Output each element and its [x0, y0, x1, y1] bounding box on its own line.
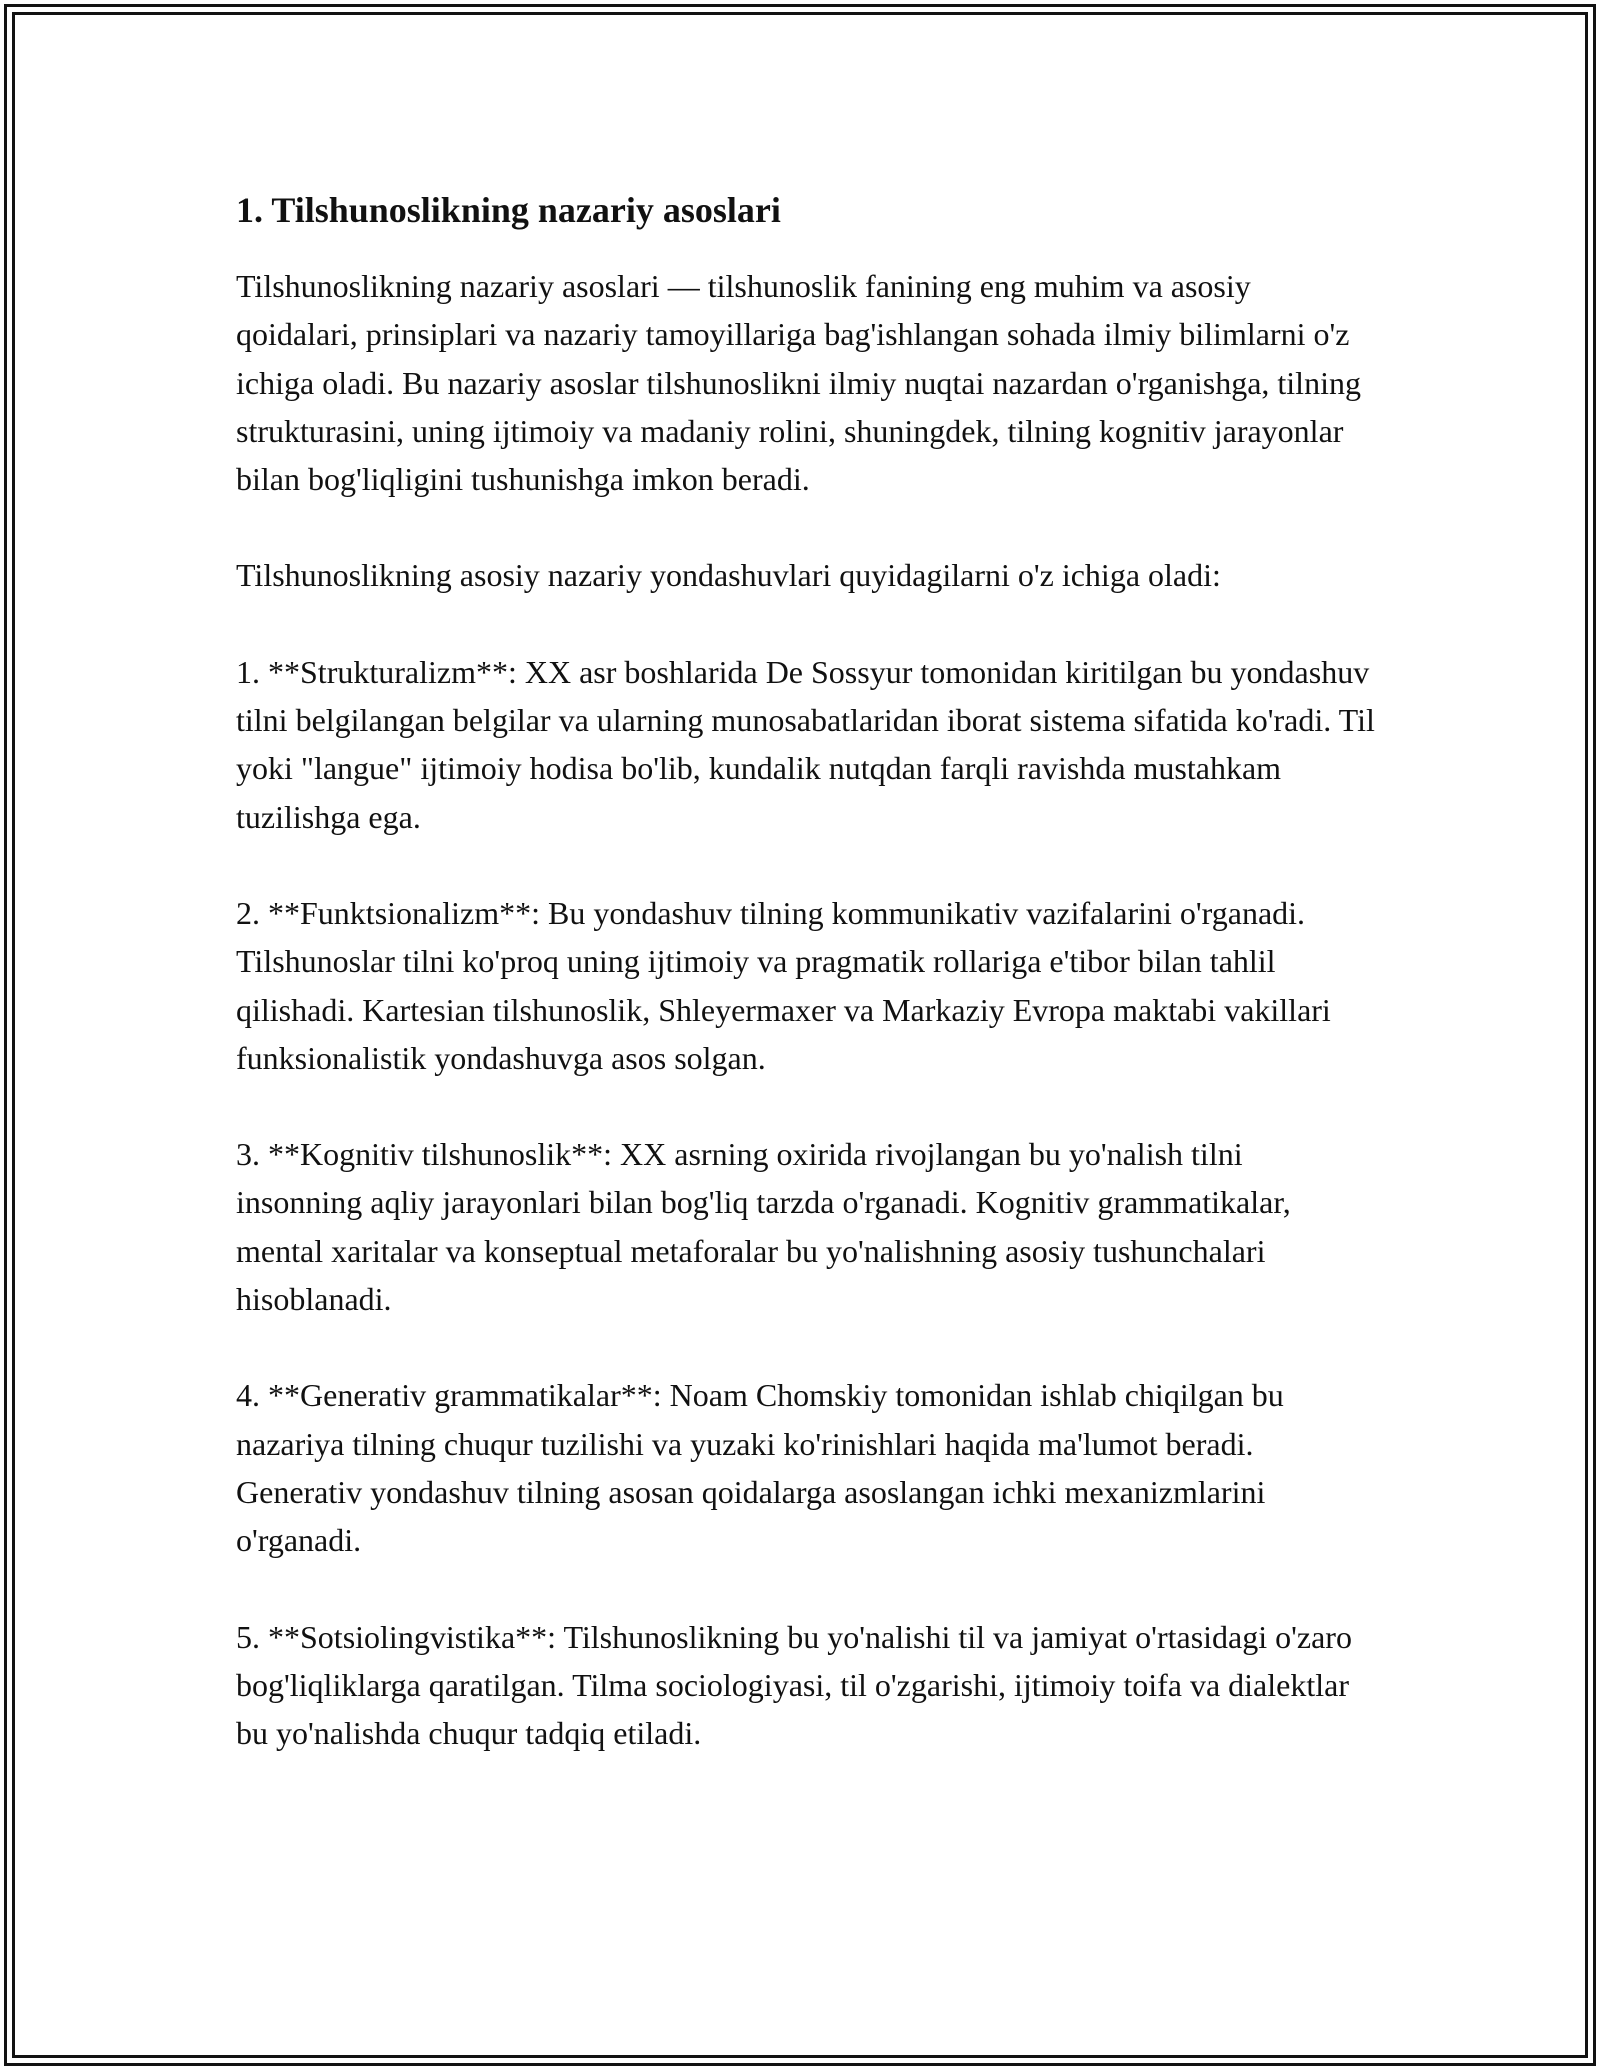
list-item-kognitiv-tilshunoslik: 3. **Kognitiv tilshunoslik**: XX asrning oxirida rivojlangan bu yo'nalish tilni insonning aqliy jarayonlari bilan bog'liq tarzda o'rganadi. Kognitiv grammatikalar, mental xaritalar va konseptual metaforalar bu yo'nalishning asosiy tushunchalari hisoblanadi. — [236, 1136, 1291, 1318]
list-item-strukturalizm: 1. **Strukturalizm**: XX asr boshlarida De Sossyur tomonidan kiritilgan bu yondashuv tilni belgilangan belgilar va ularning munosabatlaridan iborat sistema sifatida ko'radi. Til yoki "langue" ijtimoiy hodisa bo'lib, kundalik nutqdan farqli ravishda mustahkam tuzilishga ega. — [236, 653, 1375, 835]
section-heading: 1. Tilshunoslikning nazariy asoslari — [236, 190, 781, 230]
list-item-sotsiolingvistika: 5. **Sotsiolingvistika**: Tilshunoslikning bu yo'nalishi til va jamiyat o'rtasidagi o'zaro bog'liqliklarga qaratilgan. Tilma sociologiyasi, til o'zgarishi, ijtimoiy toifa va dialektlar bu yo'nalishda chuqur tadqiq etiladi. — [236, 1618, 1352, 1752]
intro-paragraph: Tilshunoslikning nazariy asoslari — tilshunoslik fanining eng muhim va asosiy qoidalari, prinsiplari va nazariy tamoyillariga bag'ishlangan sohada ilmiy bilimlarni o'z ichiga oladi. Bu nazariy asoslar tilshunoslikni ilmiy nuqtai nazardan o'rganishga, tilning strukturasini, uning ijtimoiy va madaniy rolini, shuningdek, tilning kognitiv jarayonlar bilan bog'liqligini tushunishga imkon beradi. — [236, 268, 1361, 498]
list-item-generativ-grammatikalar: 4. **Generativ grammatikalar**: Noam Chomskiy tomonidan ishlab chiqilgan bu nazariya tilning chuqur tuzilishi va yuzaki ko'rinishlari haqida ma'lumot beradi. Generativ yondashuv tilning asosan qoidalarga asoslangan ichki mexanizmlarini o'rganadi. — [236, 1377, 1284, 1559]
approaches-lead-paragraph: Tilshunoslikning asosiy nazariy yondashuvlari quyidagilarni o'z ichiga oladi: — [236, 557, 1221, 594]
document-body — [236, 186, 1376, 1805]
list-item-funktsionalizm: 2. **Funktsionalizm**: Bu yondashuv tilning kommunikativ vazifalarini o'rganadi. Tilshunoslar tilni ko'proq uning ijtimoiy va pragmatik rollariga e'tibor bilan tahlil qilishadi. Kartesian tilshunoslik, Shleyermaxer va Markaziy Evropa maktabi vakillari funksionalistik yondashuvga asos solgan. — [236, 894, 1331, 1076]
